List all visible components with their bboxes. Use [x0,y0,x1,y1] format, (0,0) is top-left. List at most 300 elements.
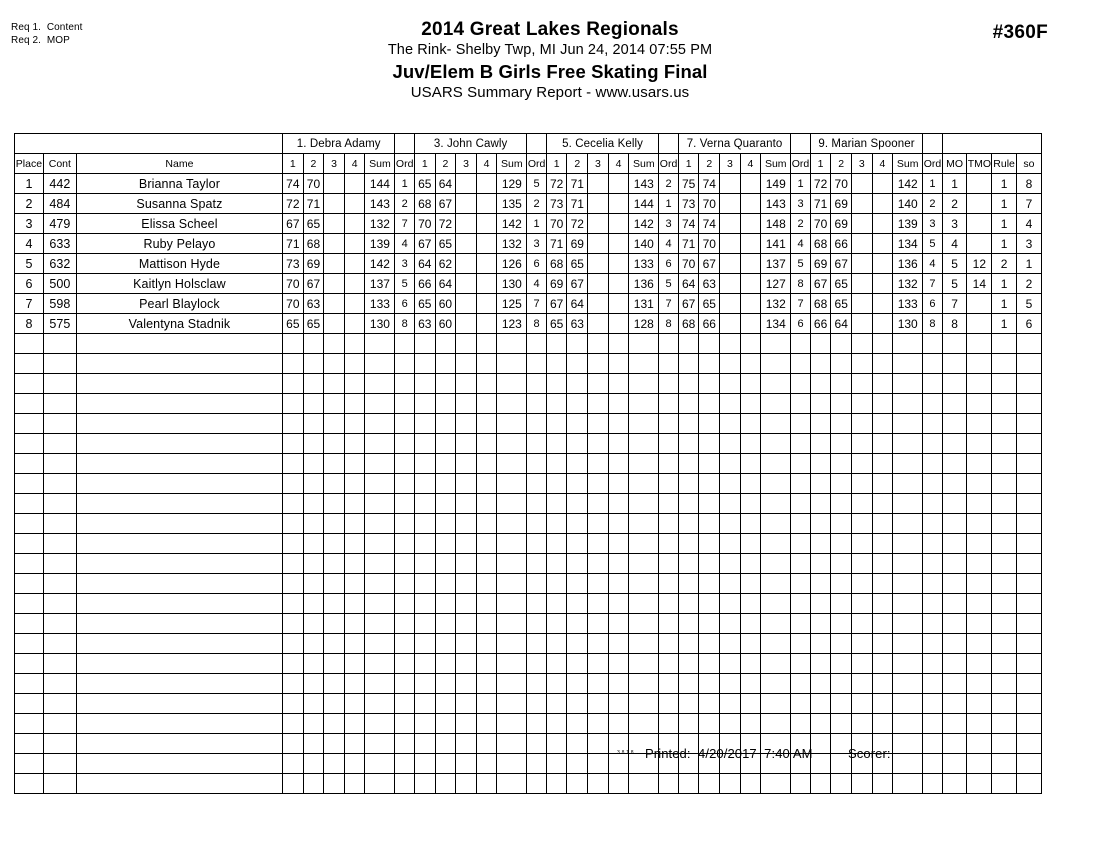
empty-cell [740,534,761,554]
row-judge5-score3 [852,274,873,294]
empty-cell [761,494,791,514]
empty-cell [344,354,365,374]
empty-cell [344,394,365,414]
empty-cell [967,774,992,794]
header-judge5-col3: 3 [852,154,873,174]
empty-cell [831,454,852,474]
row-judge1-score2: 71 [303,194,324,214]
empty-cell [659,354,679,374]
empty-cell [923,434,943,454]
empty-cell [588,514,609,534]
empty-cell [831,374,852,394]
row-judge1-score4 [344,274,365,294]
empty-cell [831,394,852,414]
row-judge4-score3 [720,194,741,214]
empty-cell [831,634,852,654]
empty-cell [967,534,992,554]
row-name: Pearl Blaylock [76,294,282,314]
empty-cell [283,734,304,754]
row-judge4-score4 [740,274,761,294]
empty-cell [872,514,893,534]
empty-cell [967,394,992,414]
empty-cell [395,514,415,534]
empty-cell [414,614,435,634]
empty-cell [43,354,76,374]
empty-cell [699,374,720,394]
empty-cell [1016,514,1041,534]
row-judge4-sum: 137 [761,254,791,274]
empty-cell [497,394,527,414]
header-judge2-col3: 3 [456,154,477,174]
row-judge5-score2: 64 [831,314,852,334]
empty-cell [365,754,395,774]
empty-cell [476,514,497,534]
empty-cell [720,574,741,594]
row-judge4-score4 [740,214,761,234]
empty-cell [992,454,1017,474]
empty-cell [414,354,435,374]
empty-cell [365,614,395,634]
row-rule: 1 [992,274,1017,294]
empty-cell [659,714,679,734]
row-judge1-ord: 5 [395,274,415,294]
empty-cell [15,514,44,534]
row-judge4-score3 [720,234,741,254]
empty-cell [546,634,567,654]
empty-cell [678,354,699,374]
empty-cell [740,674,761,694]
requirement-line-1: Req 1. Content [11,22,83,33]
empty-cell [76,494,282,514]
empty-cell [283,514,304,534]
empty-cell [893,374,923,394]
empty-cell [324,374,345,394]
row-judge1-score3 [324,214,345,234]
row-name: Ruby Pelayo [76,234,282,254]
empty-cell [324,454,345,474]
row-judge1-sum: 130 [365,314,395,334]
empty-cell [395,434,415,454]
empty-cell [324,514,345,534]
row-judge1-score3 [324,314,345,334]
judge-name-2: 3. John Cawly [414,134,526,154]
empty-cell [76,454,282,474]
empty-cell [992,534,1017,554]
empty-cell [791,334,811,354]
row-judge3-score3 [588,274,609,294]
row-name: Brianna Taylor [76,174,282,194]
empty-cell [303,474,324,494]
empty-cell [1016,394,1041,414]
row-judge2-score3 [456,194,477,214]
empty-cell [893,654,923,674]
empty-cell [283,754,304,774]
empty-cell [324,674,345,694]
empty-cell [810,494,831,514]
empty-cell [435,494,456,514]
empty-cell [303,354,324,374]
empty-cell [395,694,415,714]
empty-cell [567,354,588,374]
empty-cell [893,414,923,434]
empty-cell [283,594,304,614]
row-judge4-sum: 141 [761,234,791,254]
row-judge4-score3 [720,294,741,314]
empty-cell [588,434,609,454]
row-judge5-score4 [872,294,893,314]
empty-cell [740,474,761,494]
empty-cell [791,414,811,434]
empty-cell [527,754,547,774]
row-judge4-ord: 2 [791,214,811,234]
empty-cell [527,734,547,754]
empty-cell [872,454,893,474]
empty-cell [395,594,415,614]
row-judge1-score1: 67 [283,214,304,234]
empty-cell [303,694,324,714]
empty-cell [435,594,456,614]
empty-cell [699,554,720,574]
empty-cell [893,514,923,534]
empty-cell [527,434,547,454]
row-name: Susanna Spatz [76,194,282,214]
empty-cell [608,774,629,794]
row-judge2-sum: 135 [497,194,527,214]
empty-cell [527,514,547,534]
empty-cell [283,614,304,634]
empty-cell [15,774,44,794]
row-judge4-ord: 7 [791,294,811,314]
empty-cell [43,434,76,454]
empty-cell [76,474,282,494]
empty-cell [395,654,415,674]
empty-cell [1016,614,1041,634]
empty-cell [923,374,943,394]
empty-cell [283,674,304,694]
empty-cell [497,634,527,654]
row-judge1-ord: 6 [395,294,415,314]
row-judge5-score1: 70 [810,214,831,234]
row-judge4-score4 [740,174,761,194]
empty-cell [43,534,76,554]
row-judge1-score2: 70 [303,174,324,194]
row-judge2-sum: 123 [497,314,527,334]
empty-cell [15,734,44,754]
row-judge2-score3 [456,274,477,294]
empty-cell [567,574,588,594]
row-cont: 633 [43,234,76,254]
empty-cell [761,694,791,714]
row-judge2-score2: 64 [435,274,456,294]
empty-cell [456,774,477,794]
empty-cell [992,594,1017,614]
table-row-empty [15,594,1042,614]
row-judge1-score4 [344,194,365,214]
empty-cell [476,594,497,614]
empty-cell [629,614,659,634]
empty-cell [967,574,992,594]
empty-cell [76,594,282,614]
empty-cell [699,634,720,654]
row-judge4-score3 [720,314,741,334]
empty-cell [435,534,456,554]
empty-cell [365,354,395,374]
row-judge1-score2: 65 [303,214,324,234]
empty-cell [893,474,923,494]
header-judge1-ord: Ord [395,154,415,174]
empty-cell [678,414,699,434]
row-judge1-ord: 2 [395,194,415,214]
row-judge5-ord: 4 [923,254,943,274]
empty-cell [546,474,567,494]
row-judge3-sum: 133 [629,254,659,274]
empty-cell [678,714,699,734]
empty-cell [923,614,943,634]
empty-cell [659,414,679,434]
row-name: Kaitlyn Holsclaw [76,274,282,294]
empty-cell [810,474,831,494]
empty-cell [740,714,761,734]
empty-cell [678,614,699,634]
row-place: 3 [15,214,44,234]
empty-cell [344,714,365,734]
header-cont: Cont [43,154,76,174]
row-judge4-score2: 65 [699,294,720,314]
row-judge3-score4 [608,214,629,234]
row-judge3-score1: 67 [546,294,567,314]
empty-cell [720,474,741,494]
empty-cell [365,554,395,574]
empty-cell [942,754,967,774]
empty-cell [497,574,527,594]
empty-cell [967,354,992,374]
row-judge2-score2: 60 [435,314,456,334]
empty-cell [435,394,456,414]
empty-cell [720,774,741,794]
empty-cell [283,534,304,554]
empty-cell [76,654,282,674]
row-judge1-sum: 133 [365,294,395,314]
empty-cell [942,354,967,374]
empty-cell [852,714,873,734]
empty-cell [992,714,1017,734]
empty-cell [476,754,497,774]
empty-cell [344,734,365,754]
empty-cell [414,394,435,414]
event-code: #360F [992,22,1048,43]
empty-cell [303,454,324,474]
empty-cell [810,394,831,414]
table-row-empty [15,554,1042,574]
empty-cell [283,334,304,354]
row-judge3-sum: 131 [629,294,659,314]
empty-cell [659,594,679,614]
empty-cell [1016,634,1041,654]
row-cont: 598 [43,294,76,314]
empty-cell [76,754,282,774]
empty-cell [992,414,1017,434]
row-judge5-score4 [872,214,893,234]
empty-cell [324,394,345,414]
empty-cell [456,594,477,614]
empty-cell [546,574,567,594]
empty-cell [967,374,992,394]
empty-cell [872,534,893,554]
empty-cell [546,374,567,394]
row-judge3-score2: 69 [567,234,588,254]
row-judge4-ord: 6 [791,314,811,334]
header-judge1-col1: 1 [283,154,304,174]
empty-cell [761,674,791,694]
empty-cell [435,574,456,594]
empty-cell [942,434,967,454]
empty-cell [567,614,588,634]
empty-cell [872,654,893,674]
empty-cell [608,474,629,494]
row-judge3-ord: 6 [659,254,679,274]
row-judge2-score1: 64 [414,254,435,274]
empty-cell [497,434,527,454]
report-subtitle: USARS Summary Report - www.usars.us [410,84,690,101]
row-judge3-score4 [608,194,629,214]
empty-cell [365,694,395,714]
judge-row-lead-spacer [15,134,283,154]
empty-cell [15,454,44,474]
empty-cell [435,674,456,694]
empty-cell [546,774,567,794]
header-judge1-col3: 3 [324,154,345,174]
empty-cell [435,694,456,714]
row-judge5-score2: 67 [831,254,852,274]
empty-cell [992,754,1017,774]
empty-cell [761,634,791,654]
empty-cell [303,514,324,534]
empty-cell [629,574,659,594]
empty-cell [608,554,629,574]
empty-cell [414,774,435,794]
empty-cell [810,754,831,774]
row-judge4-score1: 75 [678,174,699,194]
table-row [15,234,1042,254]
row-judge5-score1: 66 [810,314,831,334]
empty-cell [659,614,679,634]
empty-cell [365,474,395,494]
empty-cell [497,534,527,554]
empty-cell [761,374,791,394]
empty-cell [659,474,679,494]
row-judge1-score4 [344,294,365,314]
empty-cell [395,554,415,574]
empty-cell [303,554,324,574]
empty-cell [324,714,345,734]
empty-cell [567,534,588,554]
empty-cell [546,354,567,374]
empty-cell [923,354,943,374]
row-judge3-score3 [588,254,609,274]
row-so: 2 [1016,274,1041,294]
empty-cell [791,594,811,614]
empty-cell [872,354,893,374]
table-row [15,314,1042,334]
empty-cell [395,734,415,754]
empty-cell [76,734,282,754]
empty-cell [497,514,527,534]
empty-cell [324,334,345,354]
empty-cell [303,714,324,734]
empty-cell [15,494,44,514]
row-judge2-score1: 65 [414,174,435,194]
empty-cell [456,714,477,734]
row-judge5-ord: 2 [923,194,943,214]
empty-cell [567,494,588,514]
empty-cell [791,514,811,534]
empty-cell [831,334,852,354]
empty-cell [992,554,1017,574]
row-rule: 1 [992,174,1017,194]
empty-cell [791,374,811,394]
row-judge1-score2: 67 [303,274,324,294]
row-judge3-score1: 72 [546,174,567,194]
row-judge2-score4 [476,194,497,214]
empty-cell [588,574,609,594]
header-judge1-col2: 2 [303,154,324,174]
empty-cell [699,714,720,734]
empty-cell [476,454,497,474]
header-so: so [1016,154,1041,174]
table-row-empty [15,334,1042,354]
empty-cell [15,474,44,494]
row-judge3-score2: 63 [567,314,588,334]
empty-cell [456,754,477,774]
row-judge2-score3 [456,254,477,274]
row-judge5-sum: 134 [893,234,923,254]
row-judge3-score3 [588,314,609,334]
empty-cell [43,734,76,754]
empty-cell [1016,594,1041,614]
empty-cell [967,434,992,454]
row-judge5-score1: 68 [810,294,831,314]
empty-cell [15,414,44,434]
empty-cell [588,494,609,514]
row-judge3-sum: 136 [629,274,659,294]
empty-cell [344,494,365,514]
empty-cell [893,394,923,414]
empty-cell [923,634,943,654]
empty-cell [303,654,324,674]
empty-cell [831,654,852,674]
empty-cell [456,694,477,714]
empty-cell [1016,694,1041,714]
row-mo: 8 [942,314,967,334]
row-judge3-score4 [608,234,629,254]
empty-cell [497,774,527,794]
empty-cell [942,674,967,694]
empty-cell [365,394,395,414]
empty-cell [852,394,873,414]
empty-cell [15,594,44,614]
empty-cell [761,414,791,434]
empty-cell [967,634,992,654]
header-mo: MO [942,154,967,174]
empty-cell [324,594,345,614]
empty-cell [527,554,547,574]
empty-cell [608,574,629,594]
row-judge5-score3 [852,294,873,314]
empty-cell [303,594,324,614]
empty-cell [699,474,720,494]
empty-cell [791,694,811,714]
empty-cell [456,454,477,474]
